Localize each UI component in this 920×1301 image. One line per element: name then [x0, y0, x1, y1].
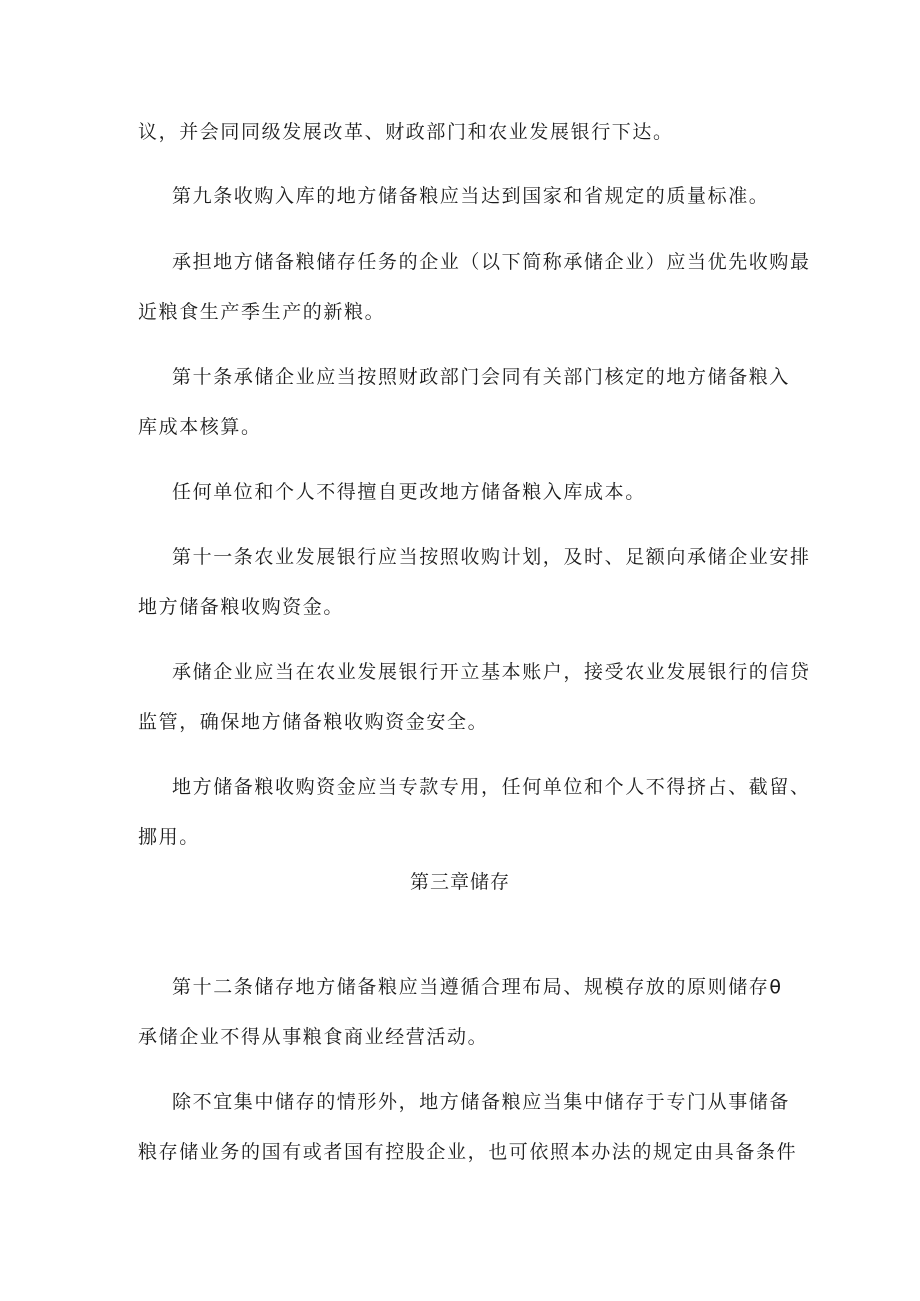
text-line: 监管，确保地方储备粮收购资金安全。 — [138, 711, 489, 733]
text-line: 议，并会同同级发展改革、财政部门和农业发展银行下达。 — [138, 121, 674, 143]
text-line: 任何单位和个人不得擅自更改地方储备粮入库成本。 — [172, 481, 646, 503]
text-line: 粮存储业务的国有或者国有控股企业，也可依照本办法的规定由具备条件 — [138, 1141, 798, 1163]
article-11-paragraph: 第十一条农业发展银行应当按照收购计划，及时、足额向承储企业安排 — [172, 546, 811, 568]
text-line: 地方储备粮收购资金。 — [138, 596, 345, 618]
text-line: 除不宜集中储存的情形外，地方储备粮应当集中储存于专门从事储备 — [172, 1091, 791, 1113]
text-line: 承储企业应当在农业发展银行开立基本账户，接受农业发展银行的信贷 — [172, 661, 811, 683]
text-line: 承储企业不得从事粮食商业经营活动。 — [138, 1026, 489, 1048]
text-line: 承担地方储备粮储存任务的企业（以下简称承储企业）应当优先收购最 — [172, 251, 811, 273]
chapter-heading: 第三章储存 — [409, 871, 510, 893]
text-line: 库成本核算。 — [138, 416, 262, 438]
text-line: 近粮食生产季生产的新粮。 — [138, 301, 386, 323]
article-12-paragraph: 第十二条储存地方储备粮应当遵循合理布局、规模存放的原则储存θ — [172, 976, 783, 998]
text-line: 挪用。 — [138, 826, 200, 848]
article-9-paragraph: 第九条收购入库的地方储备粮应当达到国家和省规定的质量标准。 — [172, 185, 770, 207]
text-line: 地方储备粮收购资金应当专款专用，任何单位和个人不得挤占、截留、 — [172, 776, 811, 798]
article-10-paragraph: 第十条承储企业应当按照财政部门会同有关部门核定的地方储备粮入 — [172, 366, 791, 388]
